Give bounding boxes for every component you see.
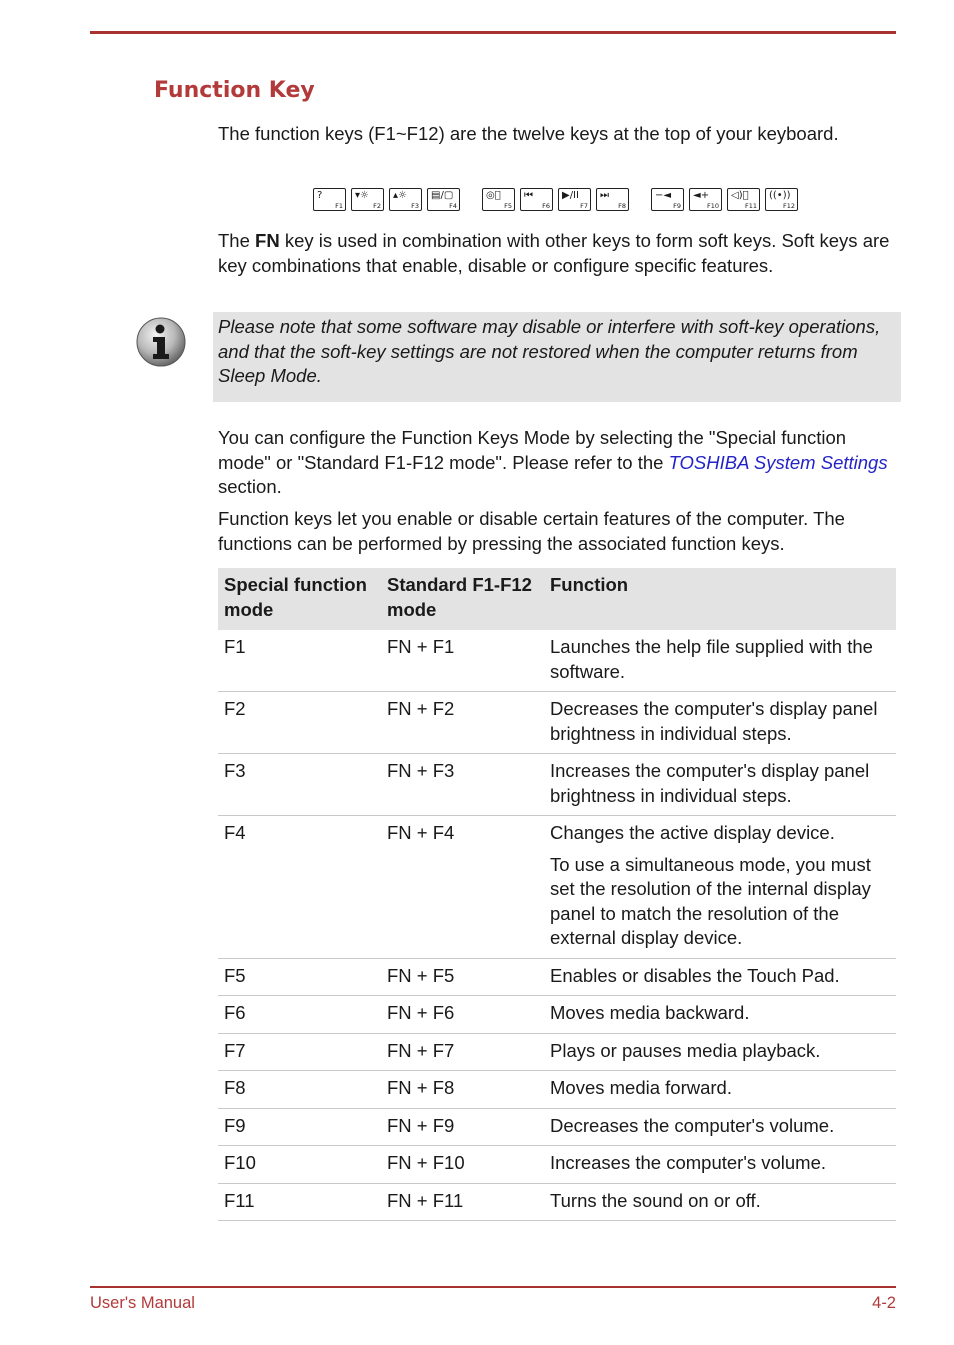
cell-standard-mode: FN + F6 [381, 996, 544, 1034]
cell-special-mode: F4 [218, 816, 381, 959]
cell-standard-mode: FN + F3 [381, 754, 544, 816]
key-label: F11 [744, 202, 757, 210]
key-label: F5 [504, 202, 512, 210]
cell-standard-mode: FN + F4 [381, 816, 544, 959]
fn-key-bold: FN [255, 230, 280, 251]
cell-special-mode: F9 [218, 1108, 381, 1146]
config-text-before: You can configure the Function Keys Mode by selecting the "Special function mode" or "Standard F1-F12 mode". Please refer to the [218, 427, 847, 473]
fn-text-after: key is used in combination with other keys to form soft keys. Soft keys are key combinations that enable, disable or configure specific features. [218, 230, 890, 276]
section-title: Function Key [154, 78, 315, 103]
function-key-f2 [351, 188, 384, 211]
intro-paragraph: The function keys (F1~F12) are the twelve keys at the top of your keyboard. [218, 123, 839, 144]
cell-standard-mode: FN + F11 [381, 1183, 544, 1221]
key-glyph-icon: ▤/▢ [431, 190, 454, 201]
cell-function [544, 1033, 896, 1071]
key-glyph-icon: ▴☼ [393, 190, 407, 201]
table-row [218, 1071, 896, 1109]
function-description: Plays or pauses media playback. [550, 1039, 821, 1061]
cell-standard-mode: FN + F8 [381, 1071, 544, 1109]
cell-standard-mode: FN + F10 [381, 1146, 544, 1184]
cell-standard-mode: FN + F1 [381, 630, 544, 692]
key-label: F4 [449, 202, 457, 210]
note-box [213, 312, 901, 402]
cell-function [544, 1146, 896, 1184]
table-row [218, 1033, 896, 1071]
function-key-f4 [427, 188, 460, 211]
cell-function [544, 1183, 896, 1221]
table-row [218, 1146, 896, 1184]
function-description: Launches the help file supplied with the software. [550, 636, 873, 682]
cell-function [544, 692, 896, 754]
function-description: Moves media backward. [550, 1002, 750, 1023]
key-label: F3 [411, 202, 419, 210]
function-key-f3 [389, 188, 422, 211]
info-icon [135, 316, 187, 368]
key-label: F7 [580, 202, 588, 210]
table-row [218, 630, 896, 692]
table-row [218, 816, 896, 959]
key-label: F1 [335, 202, 343, 210]
header-function: Function [544, 568, 896, 630]
function-key-f10 [689, 188, 722, 211]
function-key-f7 [558, 188, 591, 211]
table-row [218, 692, 896, 754]
key-glyph-icon: ◄+ [693, 190, 710, 201]
cell-standard-mode: FN + F2 [381, 692, 544, 754]
cell-standard-mode: FN + F5 [381, 958, 544, 996]
cell-special-mode: F3 [218, 754, 381, 816]
key-glyph-icon: ▾☼ [355, 190, 369, 201]
key-glyph-icon: ⏭ [600, 190, 609, 201]
table-row [218, 996, 896, 1034]
footer-page-number: 4-2 [872, 1294, 896, 1312]
cell-special-mode: F5 [218, 958, 381, 996]
key-label: F12 [782, 202, 795, 210]
function-key-f5 [482, 188, 515, 211]
key-label: F10 [706, 202, 719, 210]
function-key-f6 [520, 188, 553, 211]
cell-function [544, 754, 896, 816]
cell-function [544, 630, 896, 692]
function-description: Changes the active display device. [550, 822, 835, 843]
key-glyph-icon: ⏮ [524, 190, 533, 201]
table-row [218, 754, 896, 816]
key-glyph-icon: ◎⃠ [486, 190, 501, 201]
cell-function [544, 816, 896, 959]
key-glyph-icon: −◄ [655, 190, 672, 201]
function-description: Increases the computer's volume. [550, 1152, 827, 1173]
cell-special-mode: F10 [218, 1146, 381, 1184]
function-key-table [218, 568, 896, 1221]
config-paragraph [218, 426, 898, 500]
note-text: Please note that some software may disable or interfere with soft-key operations, and that the soft-key settings are not restored when the computer returns from Sleep Mode. [218, 316, 881, 386]
function-key-f1 [313, 188, 346, 211]
cell-standard-mode: FN + F9 [381, 1108, 544, 1146]
function-description: Increases the computer's display panel brightness in individual steps. [550, 760, 870, 806]
function-description: To use a simultaneous mode, you must set the resolution of the internal display panel to match the resolution of the external display device. [550, 853, 871, 948]
key-label: F9 [673, 202, 681, 210]
function-description: Turns the sound on or off. [550, 1189, 761, 1211]
function-key-f8 [596, 188, 629, 211]
cell-special-mode: F2 [218, 692, 381, 754]
key-label: F8 [618, 202, 626, 210]
cell-standard-mode: FN + F7 [381, 1033, 544, 1071]
cell-function [544, 1071, 896, 1109]
fn-paragraph [218, 229, 898, 278]
cell-special-mode: F1 [218, 630, 381, 692]
key-label: F6 [542, 202, 550, 210]
header-special-mode: Special function mode [218, 568, 381, 630]
cell-function [544, 1108, 896, 1146]
cell-special-mode: F11 [218, 1183, 381, 1221]
function-key-f11 [727, 188, 760, 211]
footer-manual-label: User's Manual [90, 1294, 195, 1312]
key-label: F2 [373, 202, 381, 210]
cell-special-mode: F7 [218, 1033, 381, 1071]
table-header-row [218, 568, 896, 630]
cell-function [544, 958, 896, 996]
toshiba-settings-link[interactable]: TOSHIBA System Settings [668, 451, 888, 473]
function-description: Decreases the computer's display panel brightness in individual steps. [550, 698, 878, 744]
header-standard-mode: Standard F1-F12 mode [381, 568, 544, 630]
function-key-f12 [765, 188, 798, 211]
key-glyph-icon: ▶/II [562, 190, 579, 201]
function-description: Enables or disables the Touch Pad. [550, 964, 840, 986]
table-row [218, 1108, 896, 1146]
cell-special-mode: F6 [218, 996, 381, 1034]
function-description: Moves media forward. [550, 1077, 732, 1098]
key-glyph-icon: ? [317, 190, 323, 201]
top-rule [90, 31, 896, 34]
key-glyph-icon: ((•)) [769, 190, 791, 201]
cell-function [544, 996, 896, 1034]
function-description: Decreases the computer's volume. [550, 1114, 835, 1136]
table-row [218, 958, 896, 996]
key-glyph-icon: ◁)⃠ [731, 190, 749, 201]
cell-special-mode: F8 [218, 1071, 381, 1109]
config-text-after: section. [218, 476, 282, 497]
bottom-rule [90, 1286, 896, 1288]
function-key-f9 [651, 188, 684, 211]
fn-text-before: The [218, 230, 256, 251]
table-row [218, 1183, 896, 1221]
functions-paragraph: Function keys let you enable or disable certain features of the computer. The functions can be performed by pressing the associated function keys. [218, 508, 845, 554]
